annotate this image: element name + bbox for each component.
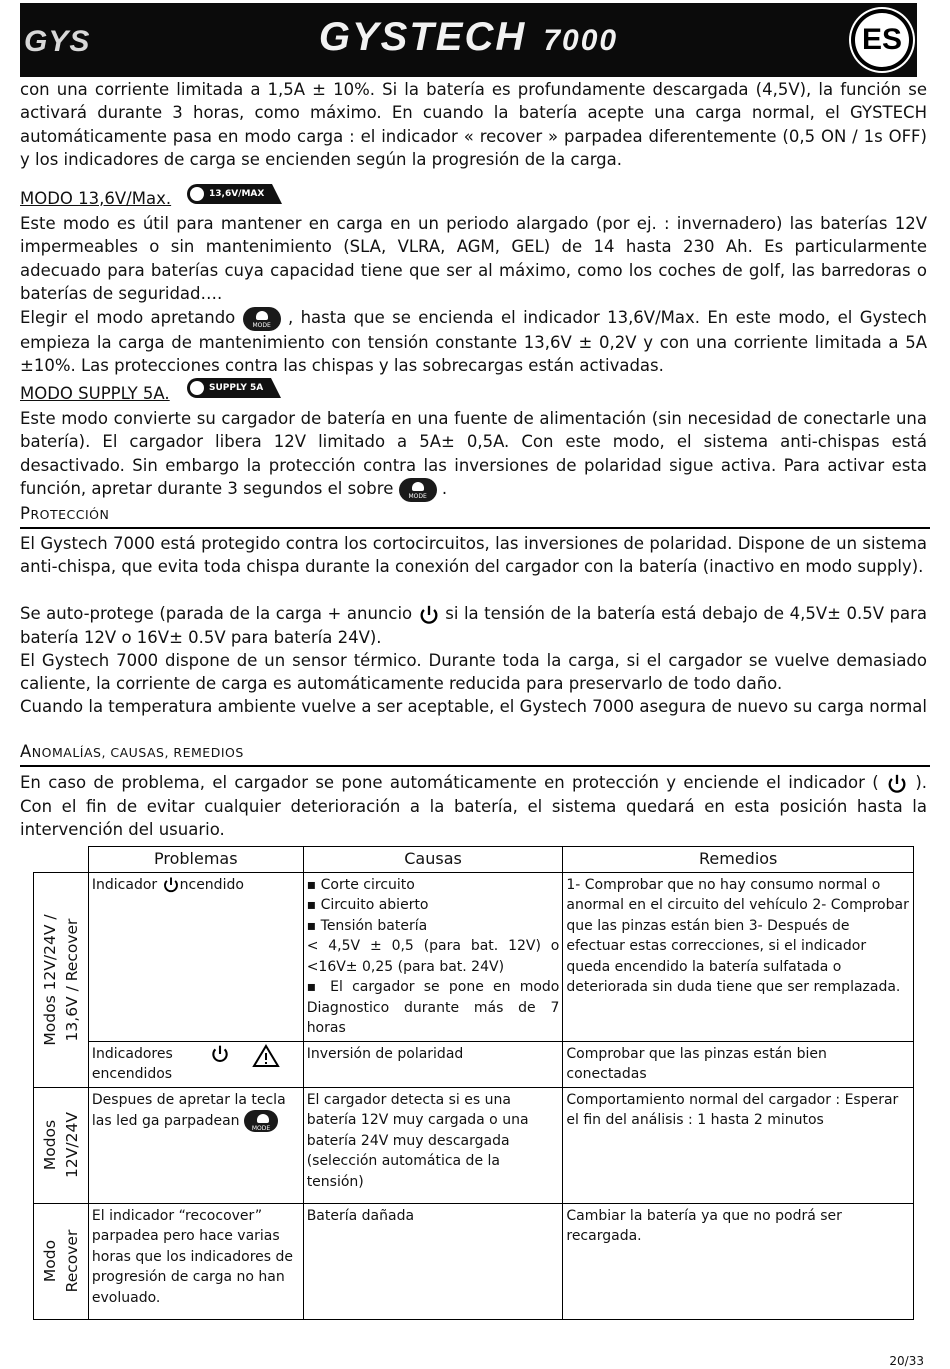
problem-text-end: ncendido: [179, 876, 244, 893]
problem-text: Indicador: [91, 876, 158, 893]
power-icon: [162, 876, 180, 894]
col-header-causes: Causas: [303, 847, 563, 873]
supply-heading: [20, 384, 170, 403]
language-badge: ES: [851, 9, 913, 71]
cause-item: ▪ El cargador se pone en modo Diagnostico durante más de 7 horas: [306, 979, 560, 1036]
title-model: 7000: [543, 24, 619, 57]
cause-cell: Inversión de polaridad: [303, 1041, 563, 1087]
remedy-cell: Cambiar la batería ya que no podrá ser recargada.: [563, 1203, 914, 1319]
section-divider: [20, 527, 930, 529]
anomalias-intro-a: En caso de problema, el cargador se pone automáticamente en protección y enciende el indicador (: [20, 773, 879, 792]
page-header: [20, 3, 917, 77]
page-number: 20/33: [889, 1354, 924, 1368]
mode-136-text: Este modo es útil para mantener en carga en un periodo alargado (por ej. : invernadero) las baterías 12V impermeables o sin mantenimiento (SLA, VLRA, AGM, GEL) de 14 hasta 230 Ah. Es particularmente adecuado para baterías cuya capacidad tiene que ser al máximo, como los coches de golf, las barredoras o baterías de seguridad….: [20, 214, 927, 304]
proteccion-heading-initial: P: [20, 504, 31, 523]
proteccion-p2: [20, 602, 927, 649]
proteccion-p2-a: Se auto-protege (parada de la carga + anuncio: [20, 604, 413, 623]
table-corner: [34, 847, 89, 873]
table-header-row: [34, 847, 914, 873]
brand-logo: GYS: [24, 25, 91, 58]
proteccion-p3: El Gystech 7000 dispone de un sensor térmico. Durante toda la carga, si el cargador se vuelve demasiado caliente, la corriente de carga es automáticamente reducida para preservarlo de todo daño.: [20, 651, 927, 694]
col-header-remedies: Remedios: [563, 847, 914, 873]
group-label-12-24: Modos 12V/24V: [34, 1087, 89, 1203]
supply-text-main: Este modo convierte su cargador de batería en una fuente de alimentación (sin necesidad de conectarle una batería). El cargador libera 12V limitado a 5A± 0,5A. Con este modo, el sistema anti-chispas está desactivado. Sin embargo la protección contra las inversiones de polaridad sigue activa. Para activar esta función, apretar durante 3 segundos el sobre: [20, 409, 927, 499]
problem-cell: [88, 1041, 303, 1087]
cause-cell: Batería dañada: [303, 1203, 563, 1319]
mode-136-instr-b: , hasta que se encienda el indicador 13,6V/Max. En este modo, el Gystech empieza la carga de mantenimiento con tensión constante 13,6V ± 0,2V y con una corriente limitada a 5A ±10%. Las protecciones contra las chispas y las sobrecargas están activadas.: [20, 308, 928, 375]
proteccion-p2-b: si la tensión de la batería está debajo de 4,5V± 0.5V para batería 12V o 16V± 0.5V para batería 24V).: [20, 604, 928, 647]
col-header-problems: Problemas: [88, 847, 303, 873]
proteccion-p1: El Gystech 7000 está protegido contra los cortocircuitos, las inversiones de polaridad. Dispone de un sistema anti-chispa, que evita toda chispa durante la conexión del cargador con la batería (inactivo en modo supply).: [20, 534, 927, 577]
table-row: [34, 1203, 914, 1319]
proteccion-p4: Cuando la temperatura ambiente vuelve a ser aceptable, el Gystech 7000 asegura de nuevo su carga normal: [20, 697, 927, 716]
anomalies-table: [33, 846, 914, 1320]
problem-cell: El indicador “recocover” parpadea pero hace varias horas que los indicadores de progresión de carga no han evoluado.: [88, 1203, 303, 1319]
cause-detail: < 4,5V ± 0,5 (para bat. 12V) o <16V± 0,25 (para bat. 24V): [306, 938, 560, 975]
problem-cell: [88, 1087, 303, 1203]
power-icon: [418, 604, 440, 626]
anomalias-heading: [20, 742, 244, 761]
mode-button-icon: MODE: [399, 478, 437, 502]
product-title: [20, 15, 917, 60]
intro-paragraph: con una corriente limitada a 1,5A ± 10%. Si la batería es profundamente descargada (4,5V), la función se activará durante 3 horas, como máximo. En cuando la batería acepte una carga normal, el GYSTECH automáticamente pasa en modo carga : el indicador « recover » parpadea diferentemente (0,5 ON / 1s OFF) y los indicadores de carga se encienden según la progresión de la carga.: [20, 80, 927, 170]
mode-136-instructions: [20, 306, 927, 377]
problem-cell: [88, 872, 303, 1041]
mode-136-badge-icon: 13,6V/MAX: [187, 184, 272, 204]
cause-cell: [303, 872, 563, 1041]
anomalias-intro: [20, 771, 927, 841]
section-divider: [20, 765, 930, 767]
mode-button-icon: MODE: [244, 1110, 278, 1132]
supply-heading-text: MODO SUPPLY 5A.: [20, 384, 170, 403]
remedy-cell: Comprobar que las pinzas están bien conectadas: [563, 1041, 914, 1087]
power-icon: [886, 773, 908, 795]
table-row: [34, 1041, 914, 1087]
group-label-all-modes: Modos 12V/24V / 13,6V / Recover: [34, 872, 89, 1087]
remedy-cell: Comportamiento normal del cargador : Esperar el fin del análisis : 1 hasta 2 minutos: [563, 1087, 914, 1203]
table-row: [34, 1087, 914, 1203]
mode-136-instr-a: Elegir el modo apretando: [20, 308, 236, 327]
table-row: [34, 872, 914, 1041]
anomalias-heading-initial: A: [20, 742, 32, 761]
mode-button-icon: MODE: [243, 307, 281, 331]
supply-text: [20, 407, 927, 502]
supply-badge-icon: SUPPLY 5A: [187, 378, 271, 398]
anomalias-heading-rest: NOMALÍAS, CAUSAS, REMEDIOS: [31, 745, 244, 760]
problem-text: Indicadores encendidos: [91, 1045, 173, 1082]
cause-item: ▪ Tensión batería: [306, 917, 428, 934]
cause-item: ▪ Corte circuito: [306, 876, 415, 893]
proteccion-heading: [20, 504, 109, 523]
power-icon: [210, 1044, 230, 1064]
proteccion-heading-rest: ROTECCIÓN: [30, 507, 110, 522]
mode-136-heading-text: MODO 13,6V/Max.: [20, 189, 172, 208]
problem-text: Despues de apretar la tecla las led ga parpadean: [91, 1091, 286, 1129]
supply-text-end: .: [441, 479, 448, 499]
anomalias-intro-b: ). Con el fin de evitar cualquier deterioración a la batería, el sistema quedará en esta posición hasta la intervención del usuario.: [20, 773, 928, 839]
title-main: GYSTECH: [318, 15, 527, 59]
remedy-cell: 1- Comprobar que no hay consumo normal o anormal en el circuito del vehículo 2- Comprobar que las pinzas están bien 3- Después de efectuar estas correcciones, si el indicador queda encendido la batería sulfatada o deteriorada sin duda tiene que ser remplazada.: [563, 872, 914, 1041]
cause-item: ▪ Circuito abierto: [306, 897, 429, 913]
mode-136-heading: [20, 189, 171, 208]
cause-cell: El cargador detecta si es una batería 12V muy cargada o una batería 24V muy descargada (selección automática de la tensión): [303, 1087, 563, 1203]
warning-icon: [252, 1044, 280, 1068]
group-label-recover: Modo Recover: [34, 1203, 89, 1319]
